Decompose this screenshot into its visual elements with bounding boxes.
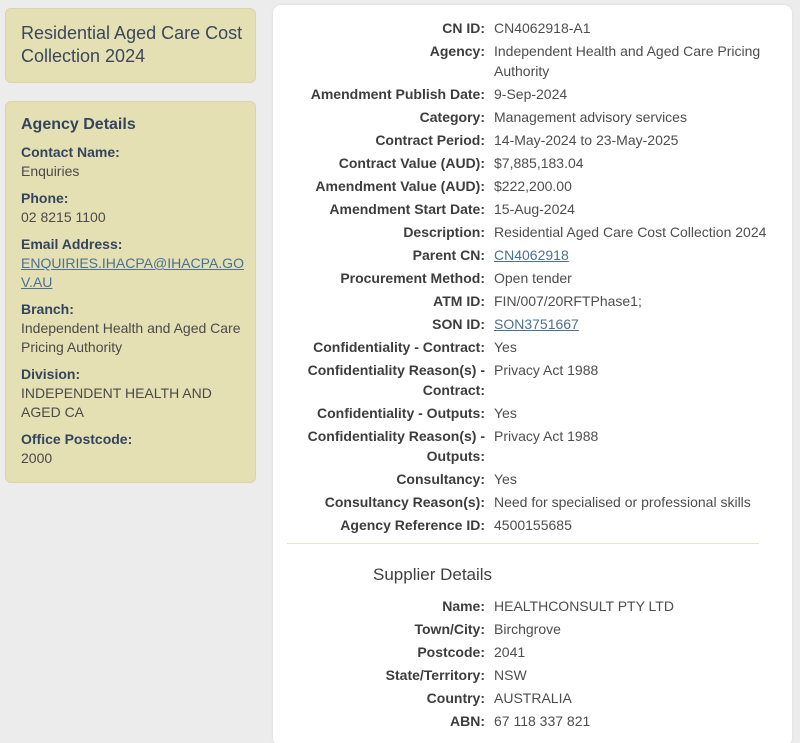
agency-field-office-postcode xyxy=(21,430,249,468)
agency-field-phone xyxy=(21,189,249,227)
supplier-row-town-city xyxy=(285,619,777,639)
detail-label: Agency: xyxy=(429,43,485,59)
detail-value: Residential Aged Care Cost Collection 2024 xyxy=(494,224,767,240)
detail-value: Privacy Act 1988 xyxy=(494,428,599,444)
son-id-link[interactable]: SON3751667 xyxy=(494,316,579,332)
supplier-details-section xyxy=(285,564,777,731)
detail-value: HEALTHCONSULT PTY LTD xyxy=(494,598,674,614)
detail-row-confidentiality-reasons-outputs xyxy=(285,426,777,466)
detail-value: Privacy Act 1988 xyxy=(494,362,599,378)
detail-row-cn-id xyxy=(285,18,777,38)
field-label: Contact Name: xyxy=(21,144,120,160)
detail-label: Postcode: xyxy=(417,644,485,660)
detail-row-category xyxy=(285,107,777,127)
detail-row-confidentiality-reasons-contract xyxy=(285,360,777,400)
field-label: Email Address: xyxy=(21,236,123,252)
detail-label: Confidentiality Reason(s) - Contract: xyxy=(307,362,485,398)
detail-value: NSW xyxy=(494,667,527,683)
field-label: Division: xyxy=(21,366,81,382)
detail-value: Yes xyxy=(494,339,517,355)
detail-value: 9-Sep-2024 xyxy=(494,86,568,102)
agency-field-email xyxy=(21,235,249,292)
detail-value: Yes xyxy=(494,471,517,487)
detail-row-parent-cn xyxy=(285,245,777,265)
detail-label: Confidentiality Reason(s) - Outputs: xyxy=(307,428,485,464)
detail-label: State/Territory: xyxy=(385,667,485,683)
detail-value: 2041 xyxy=(494,644,526,660)
detail-label: Category: xyxy=(419,109,485,125)
detail-value: $222,200.00 xyxy=(494,178,572,194)
agency-field-division xyxy=(21,365,249,422)
detail-row-procurement-method xyxy=(285,268,777,288)
parent-cn-link[interactable]: CN4062918 xyxy=(494,247,569,263)
detail-label: Town/City: xyxy=(414,621,485,637)
page-title: Residential Aged Care Cost Collection 2024 xyxy=(21,23,243,66)
agency-details-heading: Agency Details xyxy=(21,116,136,133)
detail-label: Parent CN: xyxy=(412,247,485,263)
detail-label: Contract Period: xyxy=(375,132,485,148)
supplier-row-country xyxy=(285,688,777,708)
detail-label: Amendment Start Date: xyxy=(329,201,485,217)
detail-label: ATM ID: xyxy=(433,293,485,309)
supplier-row-name xyxy=(285,596,777,616)
detail-label: Amendment Publish Date: xyxy=(310,86,485,102)
detail-value: CN4062918-A1 xyxy=(494,20,591,36)
field-label: Branch: xyxy=(21,301,74,317)
detail-value: Need for specialised or professional skills xyxy=(494,494,751,510)
supplier-row-state-territory xyxy=(285,665,777,685)
detail-value: 15-Aug-2024 xyxy=(494,201,575,217)
detail-label: Consultancy: xyxy=(396,471,485,487)
field-value xyxy=(21,254,249,292)
detail-label: Consultancy Reason(s): xyxy=(324,494,485,510)
detail-value: Open tender xyxy=(494,270,572,286)
detail-value: 4500155685 xyxy=(494,517,572,533)
detail-value: Birchgrove xyxy=(494,621,561,637)
detail-row-atm-id xyxy=(285,291,777,311)
agency-field-contact-name xyxy=(21,143,249,181)
detail-label: Contract Value (AUD): xyxy=(338,155,485,171)
sidebar xyxy=(5,8,256,483)
detail-label: Amendment Value (AUD): xyxy=(315,178,485,194)
detail-row-confidentiality-contract xyxy=(285,337,777,357)
field-value: Enquiries xyxy=(21,163,80,179)
detail-label: Procurement Method: xyxy=(340,270,485,286)
detail-label: CN ID: xyxy=(442,20,485,36)
detail-row-son-id xyxy=(285,314,777,334)
detail-value: Independent Health and Aged Care Pricing Authority xyxy=(494,43,761,79)
supplier-details-heading: Supplier Details xyxy=(373,565,493,584)
detail-label: Country: xyxy=(426,690,485,706)
detail-row-consultancy-reasons xyxy=(285,492,777,512)
detail-label: Description: xyxy=(403,224,485,240)
agency-details-card xyxy=(5,101,256,483)
section-divider xyxy=(287,543,759,544)
detail-row-amendment-publish-date xyxy=(285,84,777,104)
detail-label: Confidentiality - Contract: xyxy=(313,339,485,355)
field-value: 2000 xyxy=(21,450,53,466)
detail-value: Management advisory services xyxy=(494,109,687,125)
field-value: 02 8215 1100 xyxy=(21,209,106,225)
detail-row-amendment-start-date xyxy=(285,199,777,219)
detail-row-contract-period xyxy=(285,130,777,150)
detail-label: Agency Reference ID: xyxy=(340,517,485,533)
detail-value: $7,885,183.04 xyxy=(494,155,584,171)
detail-value: AUSTRALIA xyxy=(494,690,572,706)
contract-details-section xyxy=(285,18,777,535)
detail-row-consultancy xyxy=(285,469,777,489)
detail-value xyxy=(494,245,777,265)
supplier-row-postcode xyxy=(285,642,777,662)
field-label: Office Postcode: xyxy=(21,431,133,447)
detail-row-agency-reference-id xyxy=(285,515,777,535)
detail-row-description xyxy=(285,222,777,242)
detail-value: 14-May-2024 to 23-May-2025 xyxy=(494,132,679,148)
detail-value xyxy=(494,314,777,334)
detail-label: SON ID: xyxy=(432,316,485,332)
field-label: Phone: xyxy=(21,190,69,206)
detail-value: 67 118 337 821 xyxy=(494,713,591,729)
detail-row-confidentiality-outputs xyxy=(285,403,777,423)
detail-value: Yes xyxy=(494,405,517,421)
agency-email-link[interactable]: ENQUIRIES.IHACPA@IHACPA.GOV.AU xyxy=(21,255,244,290)
detail-label: Confidentiality - Outputs: xyxy=(317,405,485,421)
title-card xyxy=(5,8,256,83)
detail-row-contract-value xyxy=(285,153,777,173)
detail-label: ABN: xyxy=(450,713,485,729)
supplier-row-abn xyxy=(285,711,777,731)
detail-value: FIN/007/20RFTPhase1; xyxy=(494,293,642,309)
agency-field-branch xyxy=(21,300,249,357)
detail-label: Name: xyxy=(442,598,485,614)
detail-row-amendment-value xyxy=(285,176,777,196)
detail-row-agency xyxy=(285,41,777,81)
field-value: Independent Health and Aged Care Pricing Authority xyxy=(21,320,241,355)
contract-notice-panel xyxy=(273,5,792,743)
field-value: INDEPENDENT HEALTH AND AGED CA xyxy=(21,385,212,420)
